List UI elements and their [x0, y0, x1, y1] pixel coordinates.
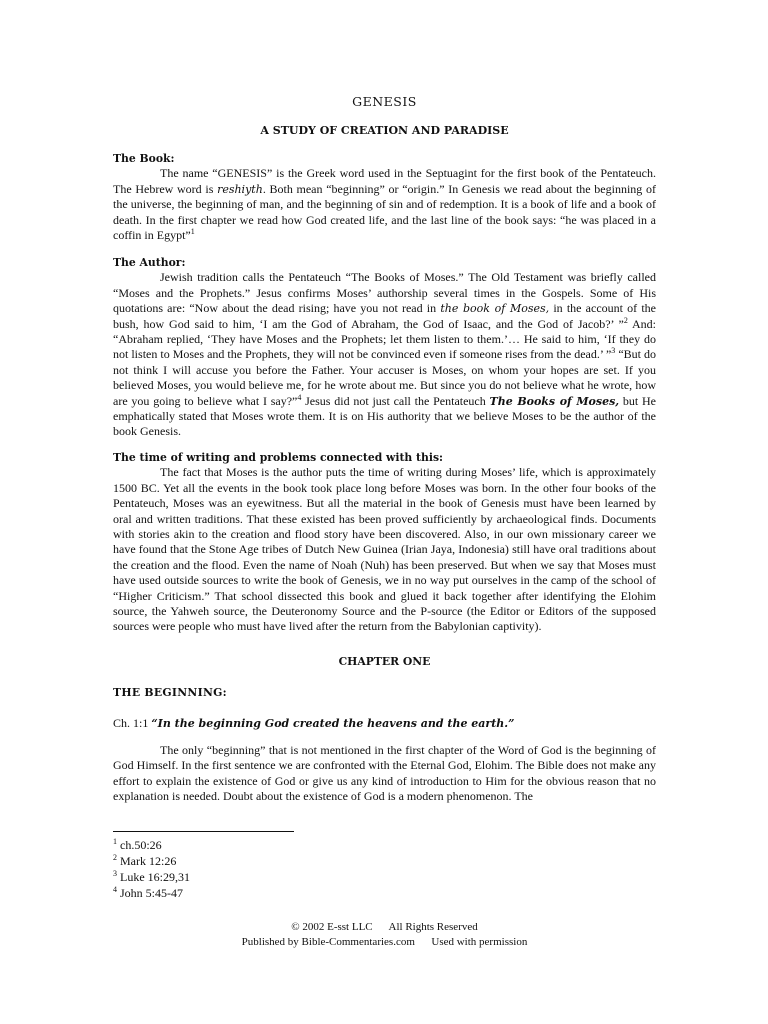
verse-reference: Ch. 1:1: [113, 716, 152, 730]
section-time-of-writing: [113, 450, 656, 635]
chapter-heading: CHAPTER ONE: [338, 655, 431, 668]
hebrew-word: reshiyth: [217, 182, 263, 196]
footnote: $^4$ John 5:45-47: [113, 885, 183, 900]
footnote: $^1$ ch.50:26: [113, 837, 162, 852]
beginning-heading: THE BEGINNING:: [113, 686, 227, 699]
section-heading-author: The Author:: [113, 256, 186, 269]
paragraph-time: The fact that Moses is the author puts the time of writing during Moses’ life, which is approximately 1500 BC. Yet all the events in the book took place long before Moses was born. In the other four books of the Pentateuch, Moses was an eyewitness. But all the material in the book of Genesis must have been learned by oral and written traditions. That these existed has been proved sufficiently by archaeological finds. Documents with stories akin to the creation and flood story have been discovered. Also, in our own missionary career we have found that the Stone Age tribes of Dutch New Guinea (Irian Jaya, Indonesia) still have oral traditions about the creation and the flood. Even the name of Noah (Nuh) has been preserved. But when we say that Moses must have used outside sources to write the book of Genesis, we in no way put ourselves in the camp of the school of “Higher Criticism.” That school dissected this book and glued it back together after identifying the Elohim source, the Yahweh source, the Deuteronomy Source and the P-source (the Editor or Editors of the supposed sources were people who must have lived after the return from the Babylonian captivity).: [113, 465, 656, 634]
footnote-divider: [113, 831, 294, 832]
footer-publisher: Published by Bible-Commentaries.com Used with permission: [241, 936, 528, 948]
footer-copyright: © 2002 E-sst LLC All Rights Reserved: [291, 921, 478, 933]
section-author: [113, 255, 656, 440]
paragraph-body: The only “beginning” that is not mentioned in the first chapter of the Word of God is the beginning of God Himself. In the first sentence we are confronted with the Eternal God, Elohim. The Bible does not make any effort to explain the existence of God or give us any kind of introduction to Him for the obvious reason that no explanation is needed. Doubt about the existence of God is a modern phenomenon. The: [113, 743, 656, 804]
bold-italic-phrase: The Books of Moses,: [489, 394, 620, 408]
footnote-ref: 4: [297, 392, 302, 402]
page-subtitle: A STUDY OF CREATION AND PARADISE: [260, 124, 509, 137]
footnote-ref: 2: [623, 315, 628, 325]
footnote: $^3$ Luke 16:29,31: [113, 869, 190, 884]
section-heading-book: The Book:: [113, 152, 175, 165]
paragraph-book: The name “GENESIS” is the Greek word used in the Septuagint for the first book of the Pentateuch. The Hebrew word is reshiyth. Both mean “beginning” or “origin.” In Genesis we read about the beginning of the universe, the beginning of man, and the beginning of sin and of redemption. It is a book of life and a book of death. In the first chapter we read how God created life, and the last line of the book says: “he was placed in a coffin in Egypt”$^1$: [113, 166, 656, 243]
footnote: $^2$ Mark 12:26: [113, 853, 177, 868]
italic-phrase: the book of Moses,: [440, 302, 550, 316]
verse-line: [113, 716, 514, 731]
section-body: [113, 743, 656, 805]
footnote-ref: 1: [190, 227, 195, 237]
page-title: GENESIS: [352, 94, 417, 109]
paragraph-author: Jewish tradition calls the Pentateuch “The Books of Moses.” The Old Testament was briefly called “Moses and the Prophets.” Jesus confirms Moses’ authorship several times in the Gospels. Some of His quotations are: “Now about the dead rising; have you not read in the book of Moses, in the account of the bush, how God said to him, ‘I am the God of Abraham, the God of Isaac, and the God of Jacob?’ ”$^2$ And: “Abraham replied, ‘They have Moses and the Prophets; let them listen to them.’… He said to him, ‘If they do not listen to Moses and the Prophets, they will not be convinced even if someone rises from the dead.’ ”$^3$ “But do not think I will accuse you before the Father. Your accuser is Moses, on whom your hopes are set. If you believed Moses, you would believe me, for he wrote about me. But since you do not believe what he wrote, how are you going to believe what I say?”$^4$ Jesus did not just call the Pentateuch The Books of Moses, but He emphatically stated that Moses wrote them. It is on His authority that we believe Moses to be the author of the book Genesis.: [113, 270, 656, 439]
verse-text: “In the beginning God created the heavens and the earth.”: [151, 717, 515, 730]
section-heading-time: The time of writing and problems connected with this:: [113, 451, 444, 464]
footnote-ref: 3: [611, 346, 616, 356]
section-book: [113, 151, 656, 243]
